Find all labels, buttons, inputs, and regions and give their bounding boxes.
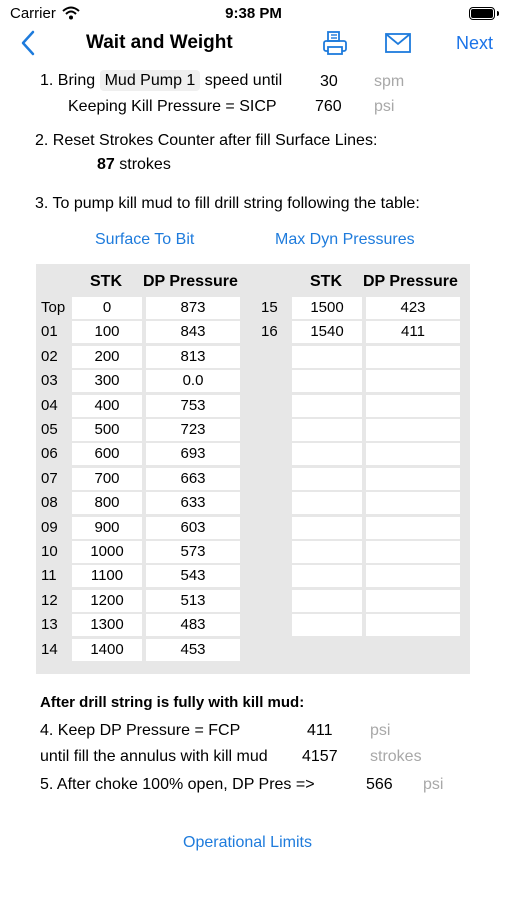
right-stk-cell[interactable] — [292, 614, 362, 636]
sicp-label: Keeping Kill Pressure = SICP — [68, 98, 277, 115]
annulus-unit: strokes — [370, 748, 422, 765]
left-row-label: 05 — [41, 421, 58, 438]
left-row-label: 09 — [41, 518, 58, 536]
right-stk-cell[interactable] — [292, 517, 362, 539]
right-dp-cell[interactable] — [366, 346, 460, 368]
right-stk-cell[interactable] — [292, 370, 362, 392]
right-dp-cell[interactable] — [366, 565, 460, 587]
next-button[interactable]: Next — [456, 33, 494, 53]
left-dp-cell[interactable]: 633 — [146, 492, 240, 514]
battery-icon — [469, 7, 495, 20]
left-dp-cell[interactable]: 543 — [146, 565, 240, 587]
left-row-label: 12 — [41, 591, 58, 609]
left-dp-cell[interactable]: 723 — [146, 419, 240, 441]
left-stk-cell[interactable]: 1100 — [72, 565, 142, 587]
left-row-label: 03 — [41, 372, 58, 390]
left-dp-cell[interactable]: 753 — [146, 395, 240, 417]
left-dp-cell[interactable]: 693 — [146, 443, 240, 465]
right-dp-cell[interactable] — [366, 492, 460, 514]
left-stk-cell[interactable]: 100 — [72, 321, 142, 343]
step4-label: 4. Keep DP Pressure = FCP — [40, 722, 241, 739]
pump-selector[interactable]: Mud Pump 1 — [100, 70, 201, 91]
dp-open-value: 566 — [366, 776, 393, 793]
left-dp-cell[interactable]: 483 — [146, 614, 240, 636]
right-dp-cell[interactable] — [366, 370, 460, 392]
left-row-label: 01 — [41, 323, 58, 341]
left-stk-cell[interactable]: 1300 — [72, 614, 142, 636]
right-row-label: 15 — [261, 299, 278, 316]
right-stk-cell[interactable] — [292, 443, 362, 465]
right-stk-cell[interactable] — [292, 419, 362, 441]
left-stk-cell[interactable]: 400 — [72, 395, 142, 417]
annulus-label: until fill the annulus with kill mud — [40, 748, 268, 765]
left-dp-cell[interactable]: 603 — [146, 517, 240, 539]
status-time: 9:38 PM — [225, 5, 282, 22]
right-stk-cell[interactable] — [292, 346, 362, 368]
spm-unit: spm — [374, 73, 405, 90]
right-stk-cell[interactable] — [292, 565, 362, 587]
step3-text: 3. To pump kill mud to fill drill string following the table: — [35, 195, 420, 212]
right-dp-cell[interactable] — [366, 517, 460, 539]
right-dp-cell[interactable] — [366, 541, 460, 563]
right-stk-cell[interactable] — [292, 541, 362, 563]
step5-label: 5. After choke 100% open, DP Pres => — [40, 776, 315, 793]
left-row-label: 10 — [41, 543, 58, 560]
right-stk-cell[interactable] — [292, 590, 362, 612]
left-row-label: 13 — [41, 616, 58, 634]
left-dp-cell[interactable]: 513 — [146, 590, 240, 612]
left-stk-cell[interactable]: 700 — [72, 468, 142, 490]
printer-icon[interactable] — [322, 30, 348, 61]
step1-prefix: 1. Bring — [40, 72, 96, 89]
left-dp-cell[interactable]: 873 — [146, 297, 240, 319]
left-stk-cell[interactable]: 200 — [72, 346, 142, 368]
pressure-table — [36, 264, 470, 674]
left-stk-header: STK — [90, 273, 122, 290]
left-row-label: 14 — [41, 640, 58, 658]
right-dp-cell[interactable] — [366, 590, 460, 612]
left-row-label: 08 — [41, 494, 58, 512]
left-stk-cell[interactable]: 0 — [72, 297, 142, 319]
fcp-unit: psi — [370, 722, 391, 739]
right-dp-cell[interactable] — [366, 419, 460, 441]
fcp-value: 411 — [307, 722, 333, 739]
left-stk-cell[interactable]: 1200 — [72, 590, 142, 612]
left-stk-cell[interactable]: 500 — [72, 419, 142, 441]
surface-to-bit-link[interactable]: Surface To Bit — [95, 231, 195, 248]
right-dp-cell[interactable]: 411 — [366, 321, 460, 343]
left-dp-cell[interactable]: 0.0 — [146, 370, 240, 392]
right-dp-cell[interactable]: 423 — [366, 297, 460, 319]
left-dp-cell[interactable]: 663 — [146, 468, 240, 490]
mail-icon[interactable] — [384, 32, 412, 59]
left-stk-cell[interactable]: 900 — [72, 517, 142, 539]
back-chevron-icon[interactable] — [20, 30, 36, 61]
strokes-value: 87 — [97, 156, 115, 173]
left-stk-cell[interactable]: 1400 — [72, 639, 142, 661]
right-stk-header: STK — [310, 273, 342, 290]
dp-open-unit: psi — [423, 776, 444, 793]
spm-value: 30 — [320, 73, 338, 90]
step1-middle: speed until — [204, 72, 283, 89]
max-dyn-pressures-link[interactable]: Max Dyn Pressures — [275, 231, 415, 248]
sicp-value: 760 — [315, 98, 342, 115]
right-stk-cell[interactable]: 1500 — [292, 297, 362, 319]
left-row-label: 02 — [41, 347, 58, 365]
strokes-line — [97, 156, 171, 174]
left-dp-cell[interactable]: 453 — [146, 639, 240, 661]
page-title: Wait and Weight — [86, 32, 233, 53]
left-row-label: 07 — [41, 469, 58, 487]
right-dp-cell[interactable] — [366, 395, 460, 417]
status-bar — [0, 0, 507, 28]
left-stk-cell[interactable]: 800 — [72, 492, 142, 514]
left-stk-cell[interactable]: 1000 — [72, 541, 142, 563]
after-heading: After drill string is fully with kill mud: — [40, 694, 305, 711]
right-dp-header: DP Pressure — [363, 273, 458, 290]
right-stk-cell[interactable] — [292, 492, 362, 514]
left-dp-header: DP Pressure — [143, 273, 238, 290]
sicp-unit: psi — [374, 98, 395, 115]
right-stk-cell[interactable] — [292, 468, 362, 490]
left-stk-cell[interactable]: 600 — [72, 443, 142, 465]
left-dp-cell[interactable]: 843 — [146, 321, 240, 343]
right-dp-cell[interactable] — [366, 468, 460, 490]
carrier-label: Carrier — [10, 5, 56, 22]
left-row-label: 04 — [41, 396, 58, 414]
navigation-bar — [0, 28, 507, 60]
right-dp-cell[interactable] — [366, 443, 460, 465]
left-stk-cell[interactable]: 300 — [72, 370, 142, 392]
right-stk-cell[interactable]: 1540 — [292, 321, 362, 343]
right-dp-cell[interactable] — [366, 614, 460, 636]
left-row-label: Top — [41, 299, 66, 316]
left-dp-cell[interactable]: 573 — [146, 541, 240, 563]
right-stk-cell[interactable] — [292, 395, 362, 417]
right-row-label: 16 — [261, 323, 278, 341]
annulus-value: 4157 — [302, 748, 338, 765]
operational-limits-link[interactable]: Operational Limits — [183, 834, 312, 851]
step1-line — [40, 72, 282, 90]
step2-text: 2. Reset Strokes Counter after fill Surface Lines: — [35, 132, 378, 149]
left-row-label: 11 — [41, 567, 57, 585]
strokes-unit: strokes — [119, 156, 171, 173]
left-dp-cell[interactable]: 813 — [146, 346, 240, 368]
left-row-label: 06 — [41, 445, 58, 463]
